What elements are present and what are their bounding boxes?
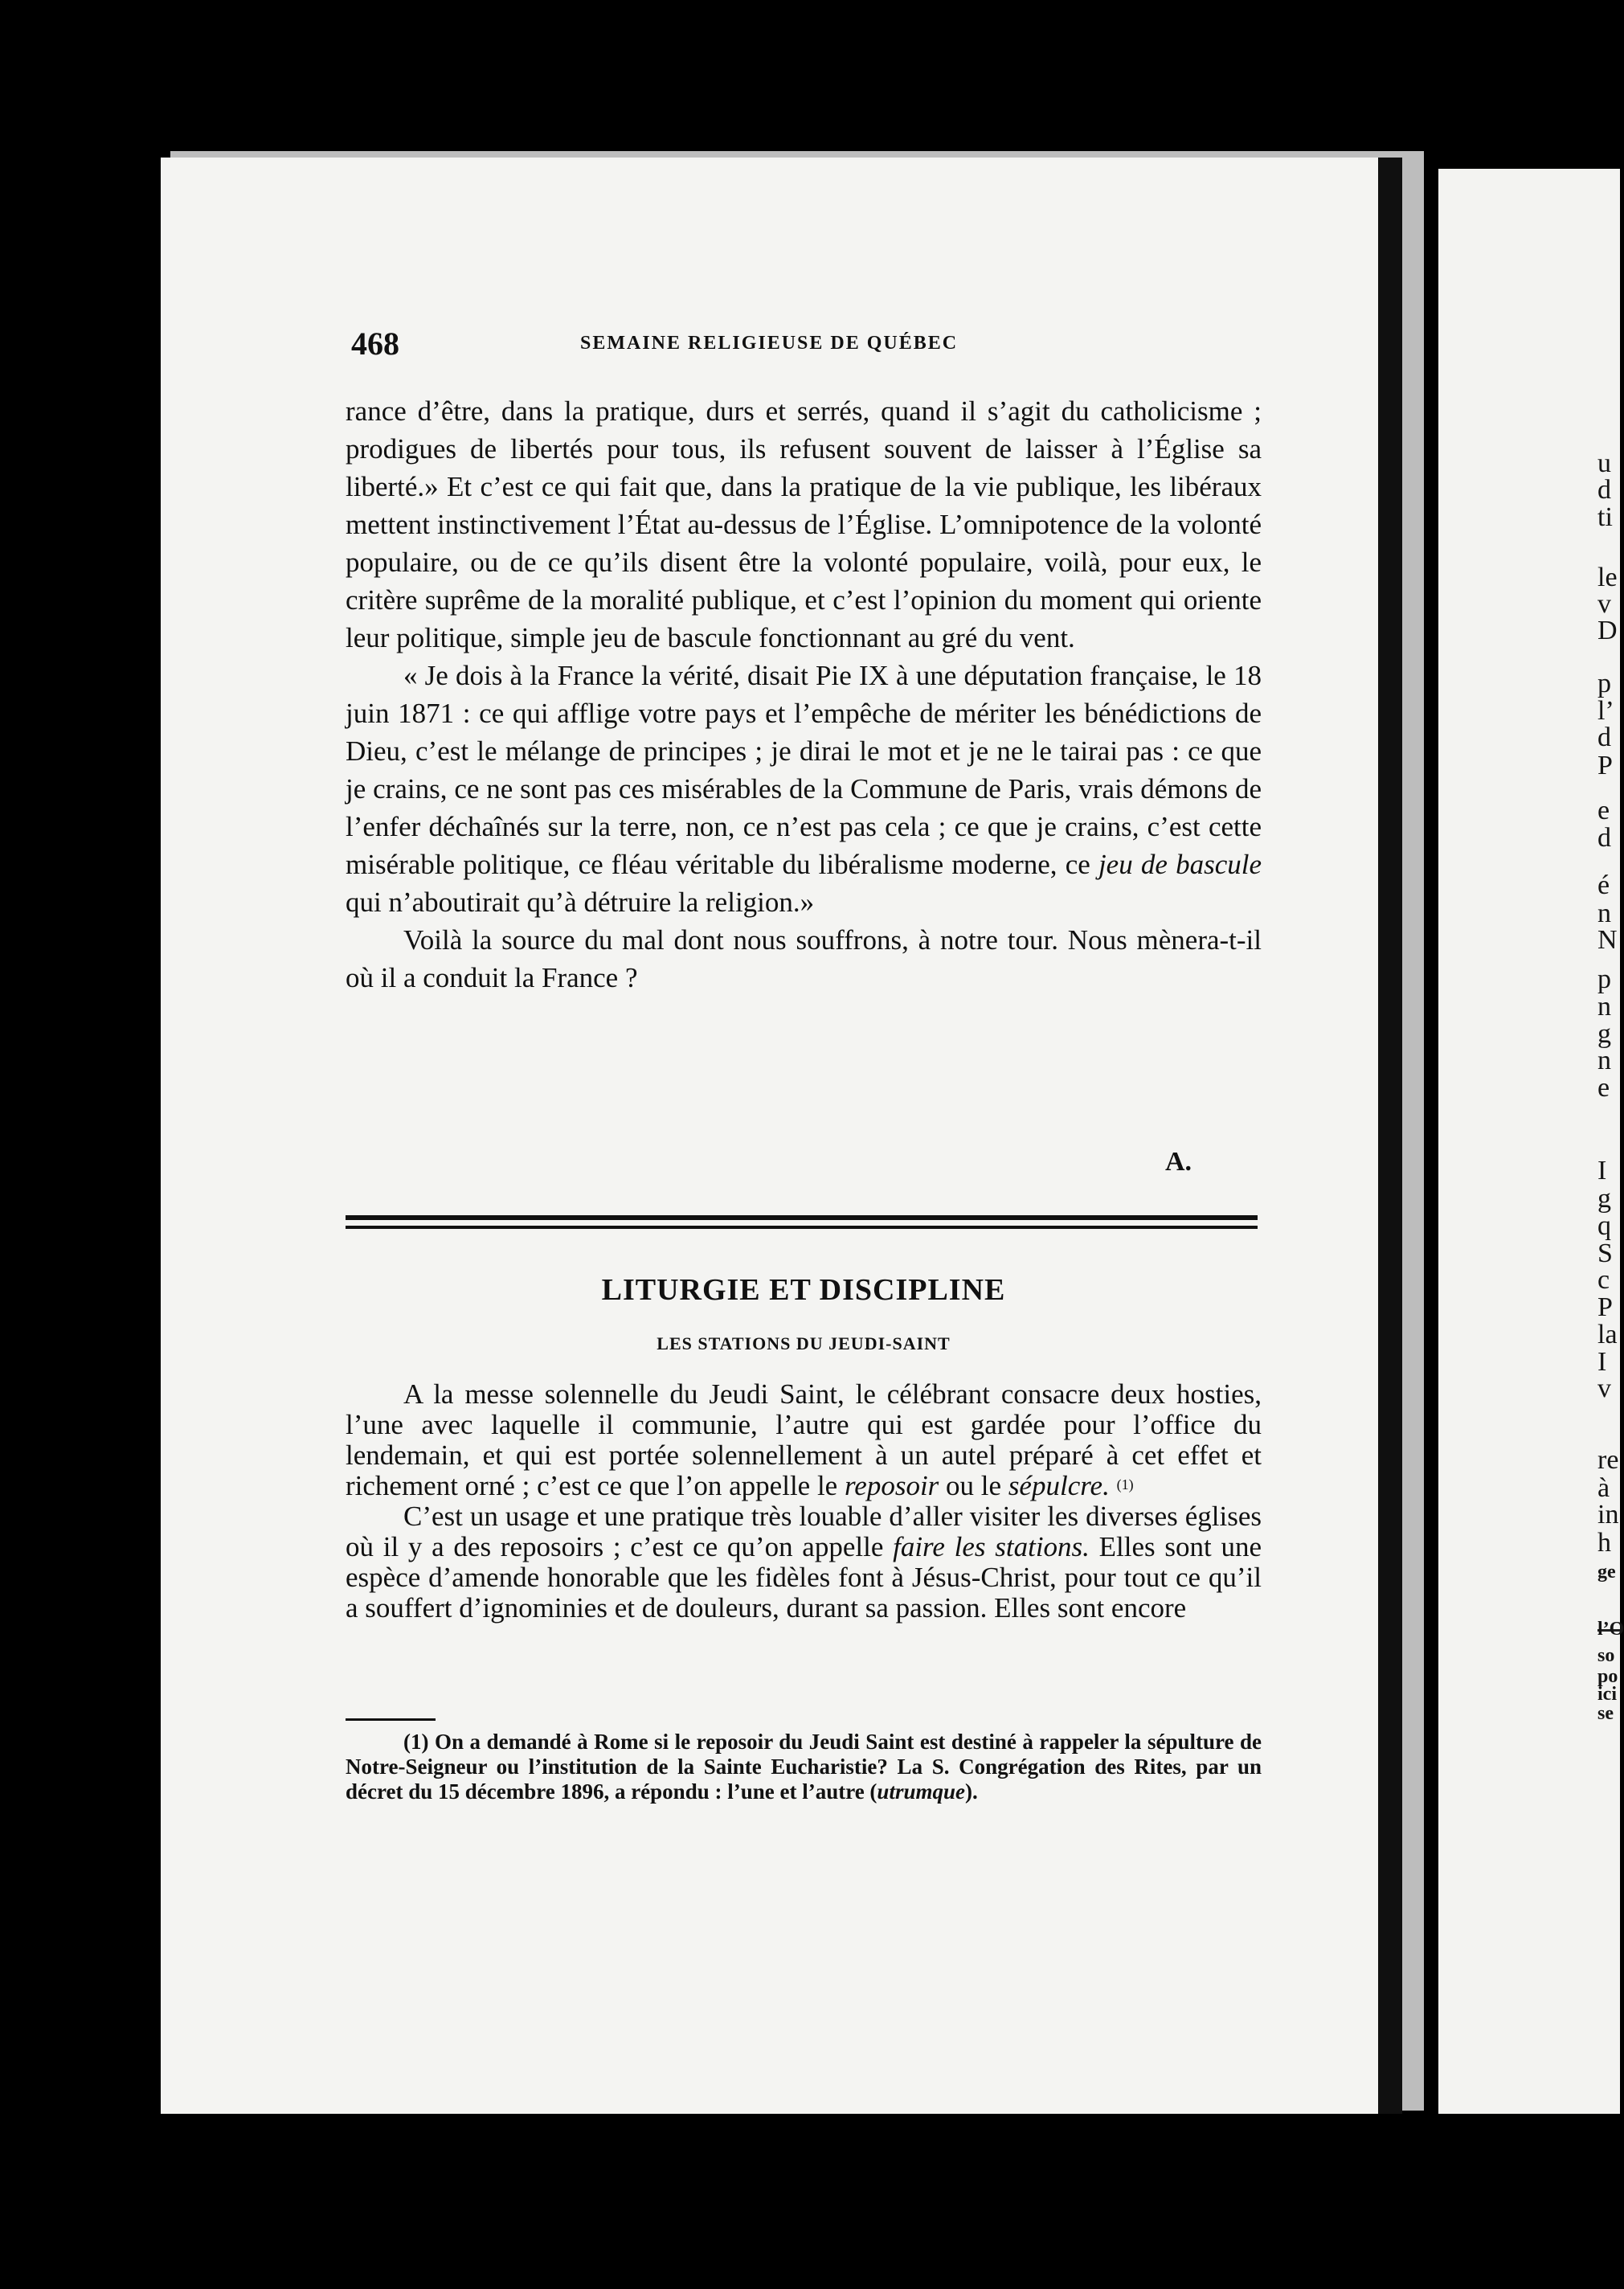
section-divider-bottom (346, 1226, 1258, 1229)
adjacent-page-text: d (1597, 475, 1611, 505)
italic-word: sépulcre. (1008, 1470, 1110, 1501)
adjacent-page-text: P (1597, 751, 1613, 780)
adjacent-page-text: ti (1597, 502, 1613, 532)
page-header (351, 325, 1263, 362)
adjacent-page-text: D (1597, 616, 1618, 645)
adjacent-page (1438, 169, 1624, 2114)
adjacent-page-footnote-text: l’O (1597, 1619, 1624, 1640)
section-body (346, 1379, 1262, 1624)
adjacent-page-text: e (1597, 1073, 1610, 1103)
adjacent-page-footnote-text: po (1597, 1666, 1618, 1687)
adjacent-page-text: n (1597, 1046, 1611, 1075)
footnote-marker: (1) (1116, 1476, 1134, 1493)
adjacent-page-text: P (1597, 1292, 1613, 1322)
footnote: (1) On a demandé à Rome si le reposoir du Jeudi Saint est destiné à rappeler la sépulture de Notre-Seigneur ou l’institution de la Sainte Eucharistie? La S. Congrégation des Rites, par un décret du 15 décembre 1896, a répondu : l’une et l’autre (utrumque). (346, 1730, 1262, 1804)
adjacent-page-footnote-text: se (1597, 1703, 1614, 1724)
adjacent-page-text: re (1597, 1445, 1619, 1475)
adjacent-page-text: g (1597, 1019, 1611, 1049)
adjacent-page-text: c (1597, 1265, 1610, 1295)
article-continuation (346, 392, 1262, 997)
adjacent-page-text: q (1597, 1211, 1611, 1241)
adjacent-page-text: p (1597, 964, 1611, 994)
adjacent-page-text: S (1597, 1239, 1613, 1268)
adjacent-page-text: in (1597, 1500, 1619, 1529)
paragraph: « Je dois à la France la vérité, disait Pie IX à une députation française, le 18 juin 1871 : ce qui afflige votre pays et l’empêche de mériter les bénédictions de Dieu, c’est le mélange de principes ; je dirai le mot et je ne le tairai pas : ce que je crains, ce ne sont pas ces misérables de la Commune de Paris, vrais démons de l’enfer déchaînés sur la terre, non, ce n’est pas cela ; ce que je crains, c’est cette misérable politique, ce fléau véritable du libéralisme moderne, ce jeu de bascule qui n’aboutirait qu’à détruire la religion.» (346, 660, 1262, 918)
footnote-rule (346, 1718, 436, 1721)
page-number: 468 (351, 326, 399, 362)
adjacent-page-text: h (1597, 1528, 1611, 1558)
adjacent-page-text: d (1597, 823, 1611, 853)
italic-word: utrumque (877, 1779, 965, 1804)
adjacent-page-text: u (1597, 448, 1611, 478)
adjacent-page-text: le (1597, 563, 1618, 592)
adjacent-page-text: p (1597, 669, 1611, 698)
adjacent-page-text: e (1597, 796, 1610, 825)
adjacent-page-text: I (1597, 1156, 1607, 1185)
paragraph: rance d’être, dans la pratique, durs et serrés, quand il s’agit du catholicisme ; prodigues de libertés pour tous, ils refusent souvent de laisser à l’Église sa liberté.» Et c’est ce qui fait que, dans la pratique de la vie publique, les libéraux mettent instinctivement l’État au-dessus de l’Église. L’omnipotence de la volonté populaire, ou de ce qu’ils disent être la volonté populaire, voilà, pour eux, le critère suprême de la moralité publique, et c’est l’opinion du moment qui oriente leur politique, simple jeu de bascule fonctionnant au gré du vent. (346, 395, 1262, 653)
adjacent-page-text: N (1597, 925, 1618, 955)
paragraph: Voilà la source du mal dont nous souffrons, à notre tour. Nous mènera-t-il où il a conduit la France ? (346, 924, 1262, 993)
running-title: SEMAINE RELIGIEUSE DE QUÉBEC (580, 333, 959, 354)
adjacent-page-footnote-text: ge (1597, 1562, 1616, 1583)
italic-phrase: jeu de bascule (1098, 849, 1262, 880)
adjacent-page-text: à (1597, 1473, 1610, 1503)
adjacent-page-text: n (1597, 899, 1611, 928)
section-title: LITURGIE ET DISCIPLINE (601, 1273, 1006, 1307)
adjacent-page-text: l’ (1597, 696, 1614, 726)
adjacent-page-footnote-text: ici (1597, 1684, 1617, 1705)
author-signature: A. (1165, 1147, 1192, 1177)
paragraph: C’est un usage et une pratique très louable d’aller visiter les diverses églises où il y a des reposoirs ; c’est ce qu’on appelle faire les stations. Elles sont une espèce d’amende honorable que les fidèles font à Jésus-Christ, pour tout ce qu’il a souffert d’ignominies et de douleurs, durant sa passion. Elles sont encore (346, 1501, 1262, 1624)
adjacent-page-text: é (1597, 870, 1610, 900)
adjacent-page-text: n (1597, 992, 1611, 1022)
paragraph: A la messe solennelle du Jeudi Saint, le célébrant consacre deux hosties, l’une avec laquelle il communie, l’autre qui est gardée pour l’office du lendemain, et qui est portée solennellement à un autel préparé à cet effet et richement orné ; c’est ce que l’on appelle le reposoir ou le sépulcre. $^{(1)}$ (346, 1378, 1262, 1501)
italic-word: reposoir (844, 1470, 939, 1501)
adjacent-page-footnote-text: so (1597, 1645, 1615, 1666)
adjacent-page-text: la (1597, 1320, 1618, 1349)
adjacent-page-text: g (1597, 1184, 1611, 1214)
italic-phrase: faire les stations. (893, 1531, 1090, 1562)
section-divider-top (346, 1215, 1258, 1220)
section-subtitle: LES STATIONS DU JEUDI-SAINT (657, 1333, 951, 1353)
adjacent-page-text: I (1597, 1347, 1607, 1377)
adjacent-page-text: d (1597, 723, 1611, 752)
adjacent-page-text: v (1597, 589, 1611, 619)
adjacent-page-text: v (1597, 1374, 1611, 1403)
